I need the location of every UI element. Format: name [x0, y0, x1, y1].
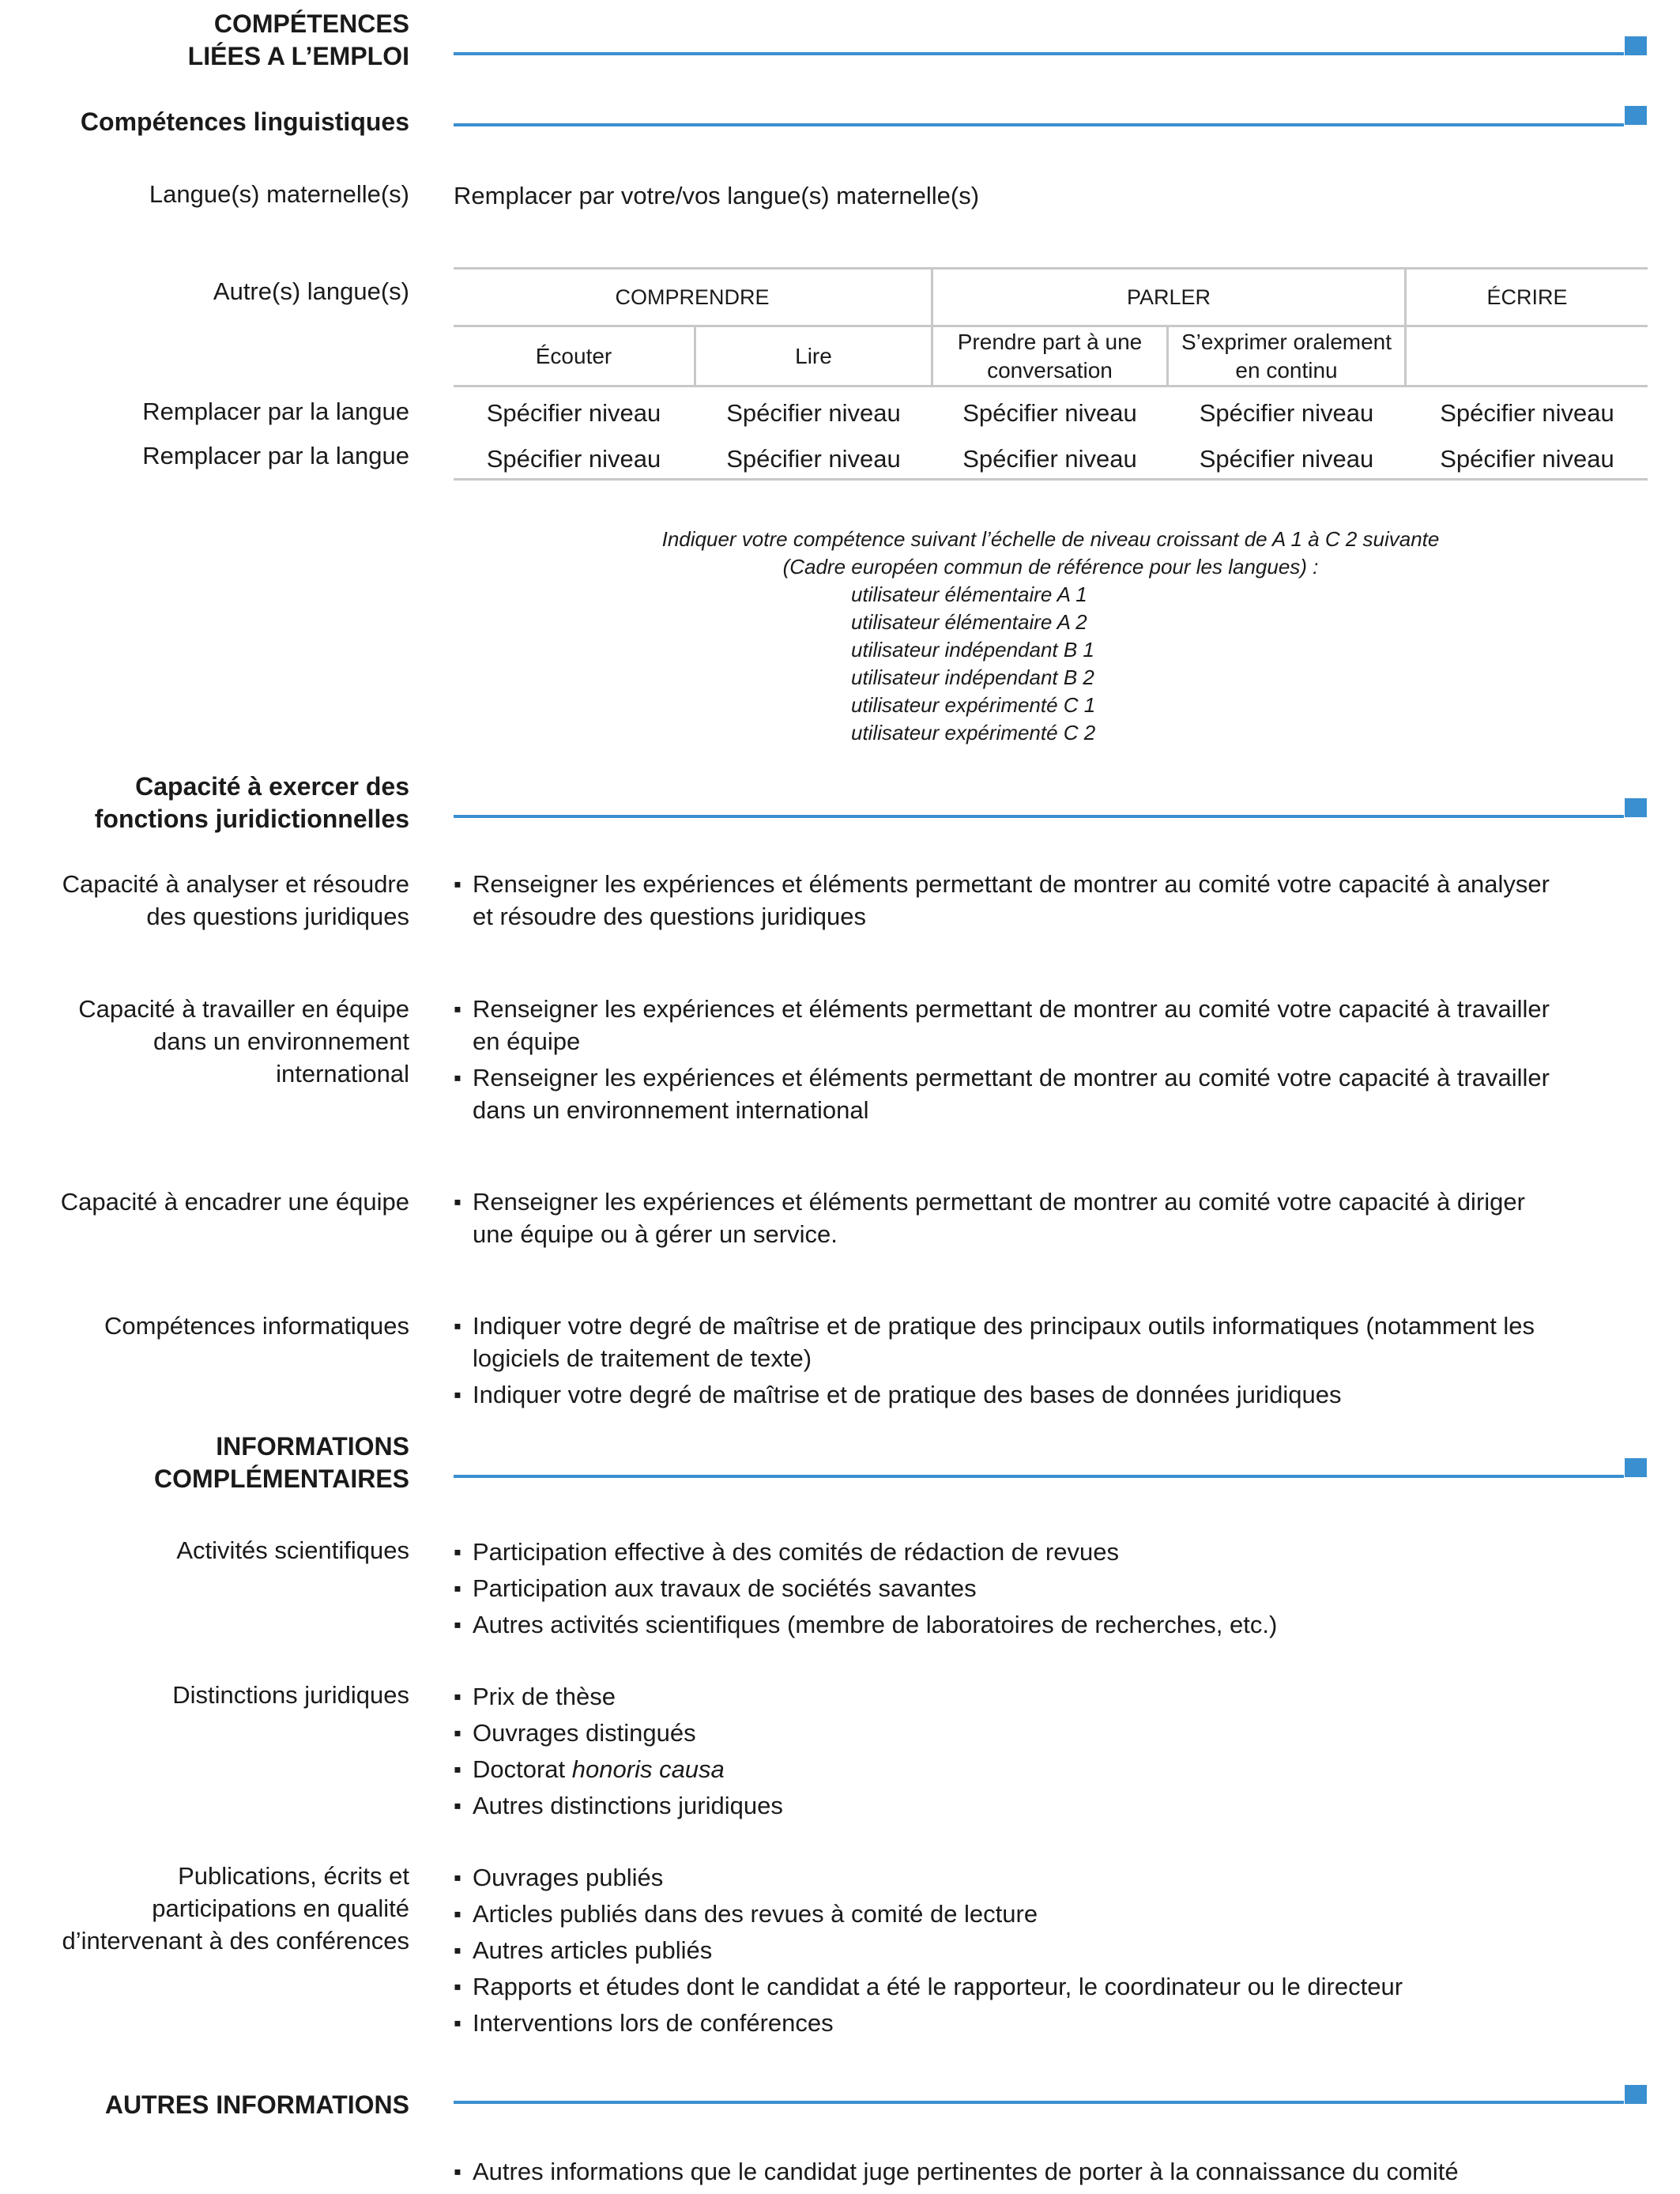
- section-rule: [454, 815, 1624, 818]
- section-title-languages: Compétences linguistiques: [80, 107, 409, 136]
- other-languages-label: Autre(s) langue(s): [213, 277, 409, 305]
- list-item: ▪ Autres distinctions juridiques: [454, 1788, 1639, 1824]
- list-item: ▪ Doctorat honoris causa: [454, 1751, 1639, 1788]
- sub-header-lire: Lire: [795, 343, 832, 368]
- list-item: ▪ Renseigner les expériences et éléments permettant de montrer au comité votre capacité à travailler dans un environnement international: [454, 1061, 1639, 1126]
- skill-bullets-teamwork: [454, 993, 1639, 1126]
- level-cell: Spécifier niveau: [486, 398, 661, 427]
- list-item: ▪ Articles publiés dans des revues à comité de lecture: [454, 1896, 1639, 1932]
- skill-label-analyse: Capacité à analyser et résoudre des questions juridiques: [62, 870, 409, 930]
- section-marker: [1625, 2085, 1647, 2104]
- section-marker: [1625, 1458, 1647, 1477]
- sub-header-prendre-part: Prendre part à une conversation: [957, 329, 1143, 383]
- list-item: ▪ Renseigner les expériences et éléments permettant de montrer au comité votre capacité à diriger une équipe ou à gérer un service.: [454, 1186, 1639, 1250]
- level-cell: Spécifier niveau: [1440, 444, 1614, 473]
- skill-bullets-management: [454, 1186, 1639, 1250]
- section-title-job-skills: COMPÉTENCES LIÉES A L’EMPLOI: [187, 9, 409, 70]
- section-title-additional: INFORMATIONS COMPLÉMENTAIRES: [154, 1432, 409, 1493]
- info-label-scientific: Activités scientifiques: [176, 1536, 409, 1564]
- info-bullets-distinctions: [454, 1679, 1639, 1824]
- sub-header-ecouter: Écouter: [535, 343, 612, 368]
- level-cell: Spécifier niveau: [1199, 398, 1374, 427]
- skill-bullets-it: [454, 1310, 1639, 1411]
- group-header-ecrire: ÉCRIRE: [1486, 285, 1568, 309]
- list-item: ▪ Ouvrages distingués: [454, 1715, 1639, 1751]
- table-line: [454, 478, 1648, 481]
- language-scale-levels: utilisateur élémentaire A 1 utilisateur élémentaire A 2 utilisateur indépendant B 1 utilisateur indépendant B 2 utilisateur expérimenté C 1 utilisateur expérimenté C 2: [851, 582, 1096, 745]
- list-item: ▪ Participation effective à des comités de rédaction de revues: [454, 1534, 1639, 1570]
- section-rule: [454, 123, 1624, 126]
- section-rule: [454, 2101, 1624, 2104]
- list-item: ▪ Autres activités scientifiques (membre de laboratoires de recherches, etc.): [454, 1607, 1639, 1643]
- list-item: ▪ Indiquer votre degré de maîtrise et de pratique des bases de données juridiques: [454, 1378, 1639, 1411]
- info-bullets-publications: [454, 1860, 1639, 2041]
- skill-label-it: Compétences informatiques: [104, 1312, 409, 1340]
- info-label-publications: Publications, écrits et participations en qualité d’intervenant à des conférences: [62, 1862, 409, 1955]
- mother-tongue-label: Langue(s) maternelle(s): [149, 180, 409, 208]
- skill-label-management: Capacité à encadrer une équipe: [60, 1188, 409, 1216]
- skill-label-teamwork: Capacité à travailler en équipe dans un environnement international: [78, 995, 409, 1088]
- list-item: ▪ Renseigner les expériences et éléments permettant de montrer au comité votre capacité à analyser et résoudre des questions juridiques: [454, 868, 1639, 933]
- section-title-judicial: Capacité à exercer des fonctions juridictionnelles: [94, 772, 409, 833]
- level-cell: Spécifier niveau: [962, 398, 1137, 427]
- level-cell: Spécifier niveau: [726, 444, 901, 473]
- list-item: ▪ Ouvrages publiés: [454, 1860, 1639, 1896]
- section-rule: [454, 1475, 1624, 1478]
- section-marker: [1625, 36, 1647, 55]
- level-cell: Spécifier niveau: [486, 444, 661, 473]
- group-header-comprendre: COMPRENDRE: [615, 285, 770, 309]
- list-item: ▪ Indiquer votre degré de maîtrise et de pratique des principaux outils informatiques (notamment les logiciels de traitement de texte): [454, 1310, 1639, 1374]
- info-bullets-scientific: [454, 1534, 1639, 1643]
- list-item: ▪ Rapports et études dont le candidat a été le rapporteur, le coordinateur ou le directeur: [454, 1969, 1639, 2005]
- level-cell: Spécifier niveau: [1440, 398, 1614, 427]
- language-scale-note: Indiquer votre compétence suivant l’échelle de niveau croissant de A 1 à C 2 suivante (Cadre européen commun de référence pour les langues) :: [661, 527, 1440, 579]
- section-rule: [454, 52, 1624, 55]
- info-label-distinctions: Distinctions juridiques: [172, 1681, 409, 1709]
- list-item: ▪ Autres informations que le candidat juge pertinentes de porter à la connaissance du comité: [454, 2155, 1639, 2188]
- other-bullets: [454, 2155, 1639, 2188]
- list-item: ▪ Participation aux travaux de sociétés savantes: [454, 1570, 1639, 1607]
- list-item: ▪ Interventions lors de conférences: [454, 2005, 1639, 2041]
- section-marker: [1625, 106, 1647, 125]
- skill-bullets-analyse: [454, 868, 1639, 933]
- list-item: ▪ Autres articles publiés: [454, 1932, 1639, 1969]
- language-row-label: Remplacer par la langue: [142, 398, 409, 425]
- sub-header-s-exprimer: S’exprimer oralement en continu: [1181, 329, 1392, 383]
- level-cell: Spécifier niveau: [1199, 444, 1374, 473]
- table-line: [454, 385, 1648, 387]
- section-title-other: AUTRES INFORMATIONS: [104, 2090, 409, 2119]
- group-header-parler: PARLER: [1126, 285, 1211, 309]
- list-item: ▪ Prix de thèse: [454, 1679, 1639, 1715]
- list-item: ▪ Renseigner les expériences et éléments permettant de montrer au comité votre capacité à travailler en équipe: [454, 993, 1639, 1057]
- level-cell: Spécifier niveau: [726, 398, 901, 427]
- level-cell: Spécifier niveau: [962, 444, 1137, 473]
- section-marker: [1625, 798, 1647, 817]
- language-row-label: Remplacer par la langue: [142, 442, 409, 469]
- mother-tongue-value: Remplacer par votre/vos langue(s) maternelle(s): [454, 182, 980, 209]
